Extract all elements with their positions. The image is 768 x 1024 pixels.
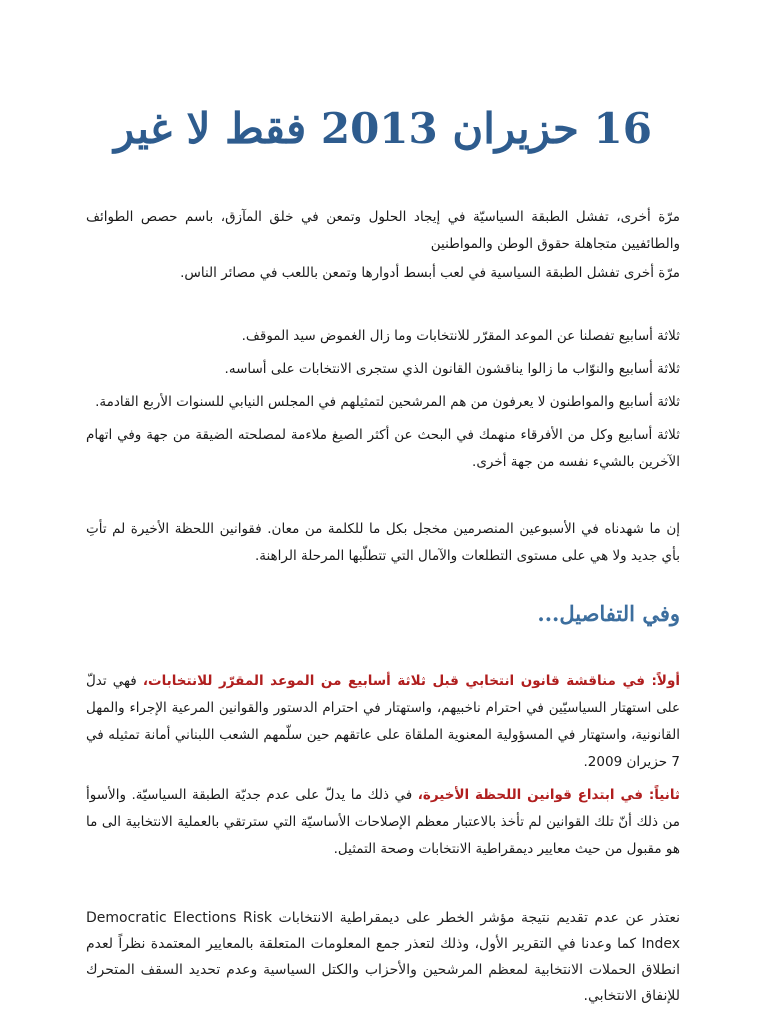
details-point-1-lead: أولاً: في مناقشة قانون انتخابي قبل ثلاثة أسابيع من الموعد المقرّر للانتخابات، (142, 673, 680, 689)
weeks-paragraph-3: ثلاثة أسابيع والمواطنون لا يعرفون من هم المرشحين لتمثيلهم في المجلس النيابي للسنوات الأربع القادمة. (95, 394, 680, 410)
details-heading: وفي التفاصيل... (537, 601, 680, 626)
closing-english-term: Democratic Elections Risk Index (86, 910, 680, 952)
closing-paragraph (86, 905, 680, 1009)
weeks-paragraph-1: ثلاثة أسابيع تفصلنا عن الموعد المقرّر للانتخابات وما زال الغموض سيد الموقف. (241, 328, 680, 344)
details-point-2 (86, 782, 680, 863)
closing-text-before: نعتذر عن عدم تقديم نتيجة مؤشر الخطر على ديمقراطية الانتخابات (272, 910, 681, 926)
details-point-1-body: فهي تدلّ على استهتار السياسيّين في احترام ناخبيهم، واستهتار في احترام الدستور والقوانين المرعية الإجراء والمهل القانونية، واستهتار في المسؤولية المعنوية الملقاة على عاتقهم حين سلّمهم الشعب اللبناني أمانة تمثيله في 7 حزيران 2009. (86, 673, 680, 770)
closing-text-after: كما وعدنا في التقرير الأول، وذلك لتعذر جمع المعلومات المتعلقة بالمعايير المعتمدة نظراً لعدم انطلاق الحملات الانتخابية لمعظم المرشحين والأحزاب والكتل السياسية وعدم تحديد السقف المتحرك للإنفاق الانتخابي. (86, 936, 680, 1004)
intro-paragraph-1: مرّة أخرى، تفشل الطبقة السياسيّة في إيجاد الحلول وتمعن في خلق المآزق، باسم حصص الطوائف والطائفيين متجاهلة حقوق الوطن والمواطنين (86, 209, 680, 252)
weeks-paragraph-4: ثلاثة أسابيع وكل من الأفرقاء منهمك في البحث عن أكثر الصيغ ملاءمة لمصلحته الضيقة من جهة وفي اتهام الآخرين بالشيء نفسه من جهة أخرى. (86, 427, 680, 470)
details-point-2-body: في ذلك ما يدلّ على عدم جديّة الطبقة السياسيّة. والأسوأ من ذلك أنّ تلك القوانين لم تأخذ بالاعتبار معظم الإصلاحات الأساسيّة التي سترتقي بالعملية الانتخابية الى ما هو مقبول من حيث معايير ديمقراطية الانتخابات وصحة التمثيل. (86, 787, 680, 857)
summary-paragraph: إن ما شهدناه في الأسبوعين المنصرمين مخجل بكل ما للكلمة من معان. فقوانين اللحظة الأخيرة لم تأتِ بأي جديد ولا هي على مستوى التطلعات والآمال التي تتطلّبها المرحلة الراهنة. (86, 521, 680, 564)
details-point-2-lead: ثانياً: في ابتداع قوانين اللحظة الأخيرة، (417, 787, 681, 803)
intro-paragraph-2: مرّة أخرى تفشل الطبقة السياسية في لعب أبسط أدوارها وتمعن باللعب في مصائر الناس. (180, 265, 680, 281)
weeks-paragraph-2: ثلاثة أسابيع والنوّاب ما زالوا يناقشون القانون الذي ستجرى الانتخابات على أساسه. (224, 361, 680, 377)
page-title: 16 حزيران 2013 فقط لا غير (114, 104, 652, 153)
details-point-1 (86, 668, 680, 776)
